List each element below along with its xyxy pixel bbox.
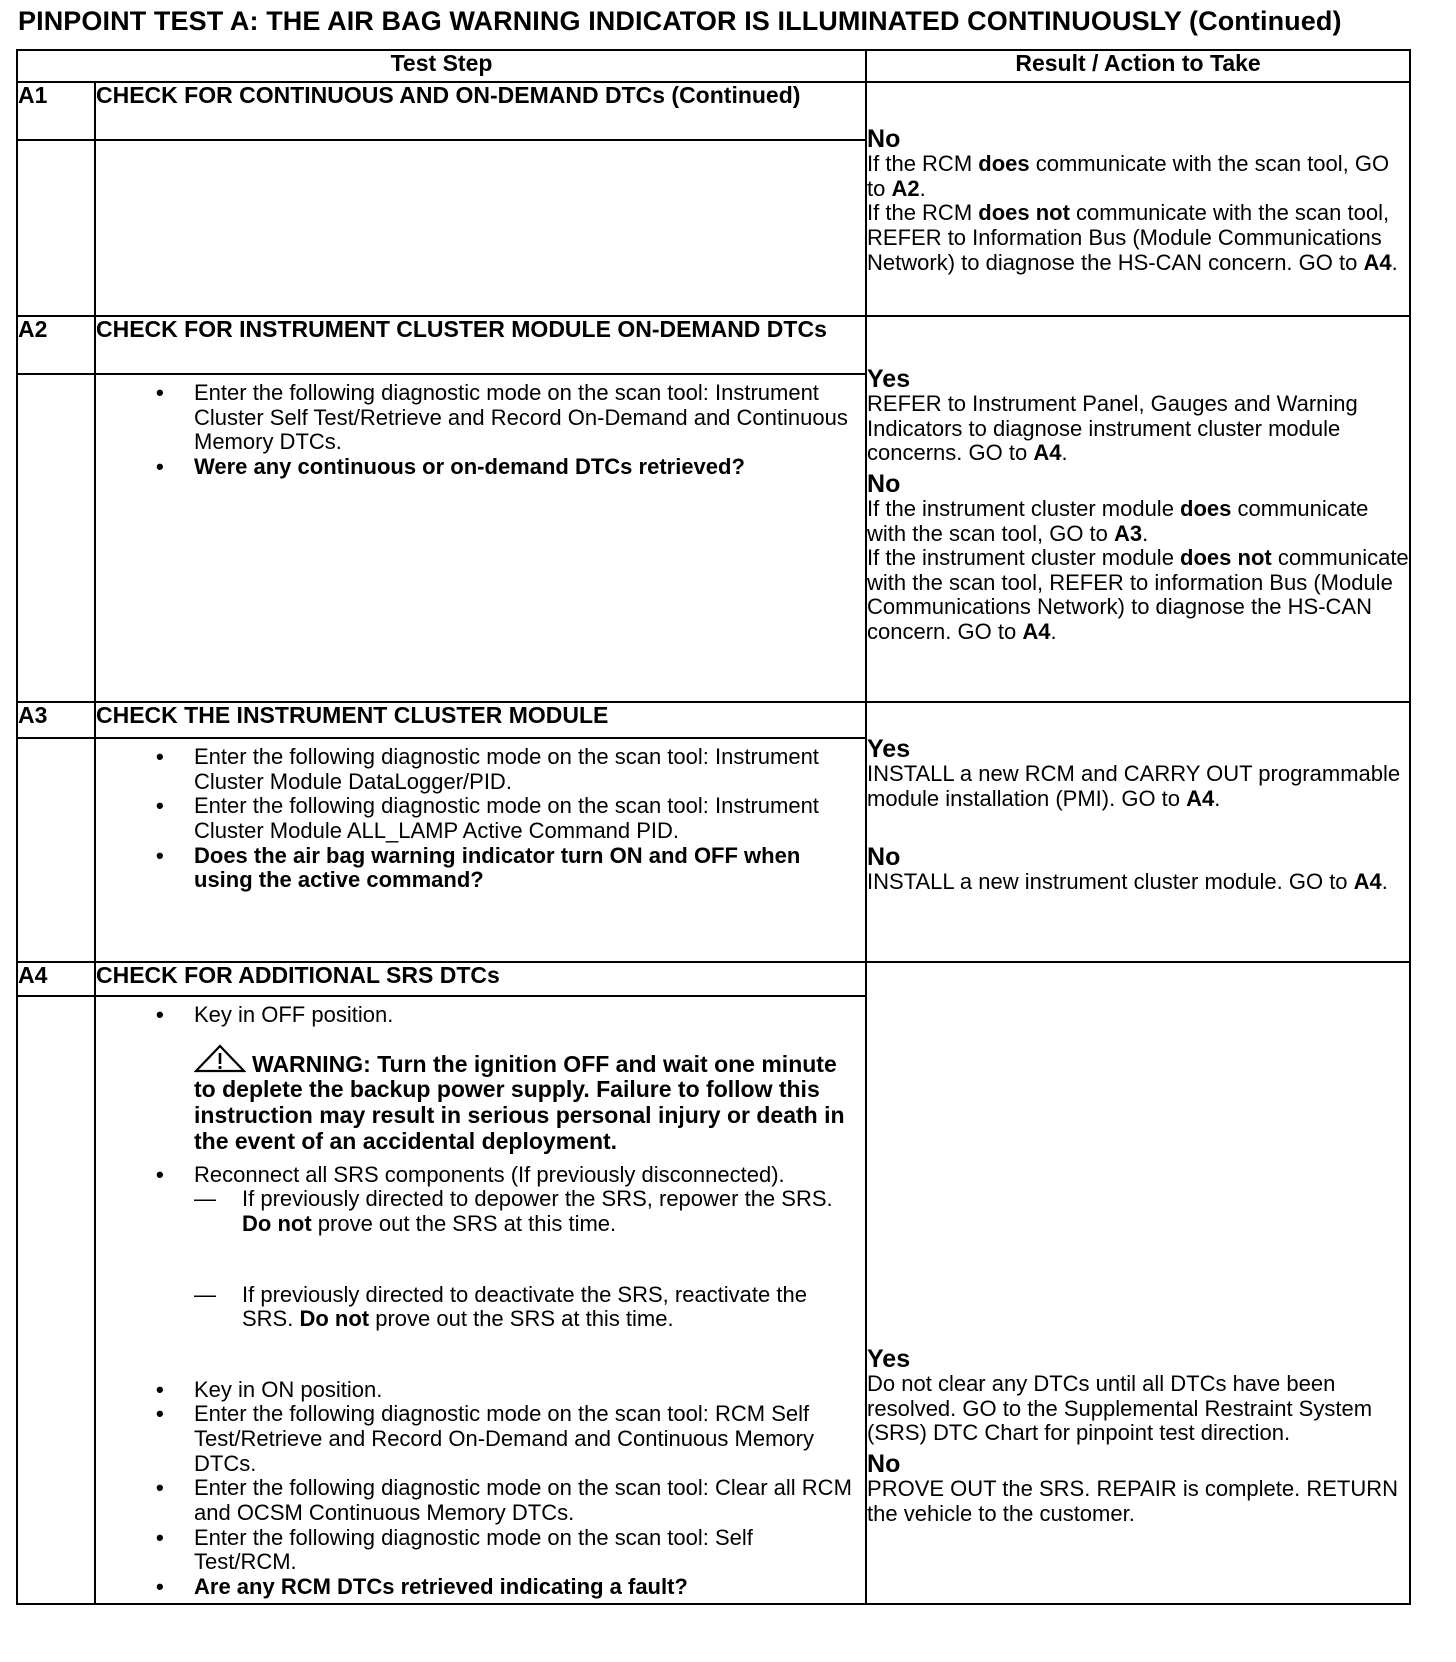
sub-step: — If previously directed to depower the SRS, repower the SRS. Do not prove out the SRS at this time.: [194, 1187, 855, 1236]
step-body: [95, 140, 866, 316]
step-a4-result: [866, 962, 1410, 1604]
result-yes-label: Yes: [867, 1345, 911, 1373]
result-yes-text: REFER to Instrument Panel, Gauges and Warning Indicators to diagnose instrument cluster module concerns. GO to A4.: [867, 391, 1358, 466]
step-title: CHECK FOR CONTINUOUS AND ON-DEMAND DTCs (Continued): [95, 82, 866, 140]
result-no-label: No: [867, 469, 901, 498]
step-body: [95, 996, 866, 1604]
step-id: A2: [17, 316, 95, 374]
step-a3-title-row: [17, 702, 1410, 738]
warning-text: WARNING: Turn the ignition OFF and wait one minute to deplete the backup power supply. Failure to follow this instruction may result in serious personal injury or death in the event of an accidental deployment.: [148, 1044, 855, 1155]
sub-step: — If previously directed to deactivate the SRS, reactivate the SRS. Do not prove out the SRS at this time.: [194, 1283, 855, 1332]
step-bullet: • Reconnect all SRS components (If previously disconnected). — If previously directed to depower the SRS, repower the SRS. Do not prove out the SRS at this time. — If previously directed to deactivate the SRS, reactivate the SRS. Do not prove out the SRS at this time.: [194, 1163, 855, 1378]
step-a2-title-row: [17, 316, 1410, 374]
step-id: A4: [17, 962, 95, 996]
step-a4-title-row: [17, 962, 1410, 996]
step-title: CHECK FOR INSTRUMENT CLUSTER MODULE ON-DEMAND DTCs: [95, 316, 866, 374]
page-title: PINPOINT TEST A: THE AIR BAG WARNING INDICATOR IS ILLUMINATED CONTINUOUSLY (Continued): [18, 6, 1342, 36]
result-no-label: No: [867, 125, 901, 153]
result-no-text: If the RCM does not communicate with the scan tool, REFER to Information Bus (Module Communications Network) to diagnose the HS-CAN concern. GO to A4.: [867, 200, 1398, 275]
test-step-header: Test Step: [17, 50, 866, 82]
step-bullet: • Enter the following diagnostic mode on the scan tool: RCM Self Test/Retrieve and Record On-Demand and Continuous Memory DTCs.: [194, 1402, 855, 1476]
step-body: [95, 374, 866, 702]
result-no-text: If the RCM does communicate with the scan tool, GO to A2.: [867, 151, 1390, 201]
warning-block: [194, 1044, 855, 1155]
step-bullet: • Enter the following diagnostic mode on the scan tool: Self Test/RCM.: [194, 1526, 855, 1575]
result-no-text: PROVE OUT the SRS. REPAIR is complete. RETURN the vehicle to the customer.: [867, 1475, 1399, 1526]
step-bullet: • Enter the following diagnostic mode on the scan tool: Clear all RCM and OCSM Continuous Memory DTCs.: [194, 1476, 855, 1525]
step-a3-result: [866, 702, 1410, 962]
result-yes-label: Yes: [867, 365, 911, 393]
step-bullet: • Key in OFF position.: [194, 1003, 855, 1028]
step-title: CHECK THE INSTRUMENT CLUSTER MODULE: [95, 702, 866, 738]
table-header-row: [17, 50, 1410, 82]
pinpoint-test-table: [16, 49, 1411, 1605]
step-question: • Were any continuous or on-demand DTCs retrieved?: [194, 455, 855, 480]
step-question: • Are any RCM DTCs retrieved indicating a fault?: [194, 1575, 855, 1600]
step-bullet: • Enter the following diagnostic mode on the scan tool: Instrument Cluster Module ALL_LAMP Active Command PID.: [194, 794, 855, 843]
result-no-text: If the instrument cluster module does communicate with the scan tool, GO to A3.: [867, 495, 1369, 546]
step-title: CHECK FOR ADDITIONAL SRS DTCs: [95, 962, 866, 996]
result-no-text: INSTALL a new instrument cluster module. GO to A4.: [867, 869, 1388, 895]
result-yes-label: Yes: [867, 735, 911, 763]
step-a1-title-row: [17, 82, 1410, 140]
result-no-text: If the instrument cluster module does not communicate with the scan tool, REFER to information Bus (Module Communications Network) to diagnose the HS-CAN concern. GO to A4.: [867, 545, 1409, 644]
step-question: • Does the air bag warning indicator turn ON and OFF when using the active command?: [194, 844, 855, 893]
step-body: [95, 738, 866, 962]
result-yes-text: Do not clear any DTCs until all DTCs have been resolved. GO to the Supplemental Restraint System (SRS) DTC Chart for pinpoint test direction.: [867, 1371, 1373, 1446]
result-no-label: No: [867, 843, 901, 872]
result-no-label: No: [867, 1449, 901, 1478]
step-id: A1: [17, 82, 95, 140]
result-yes-text: INSTALL a new RCM and CARRY OUT programmable module installation (PMI). GO to A4.: [867, 761, 1401, 811]
warning-triangle-icon: [194, 1044, 246, 1074]
step-id: A3: [17, 702, 95, 738]
step-bullet: • Enter the following diagnostic mode on the scan tool: Instrument Cluster Self Test/Retrieve and Record On-Demand and Continuous Memory DTCs.: [194, 381, 855, 455]
result-header: Result / Action to Take: [866, 50, 1410, 82]
step-bullet: • Key in ON position.: [194, 1378, 855, 1403]
step-bullet: • Enter the following diagnostic mode on the scan tool: Instrument Cluster Module DataLogger/PID.: [194, 745, 855, 794]
step-a1-result: [866, 82, 1410, 316]
step-a2-result: [866, 316, 1410, 702]
